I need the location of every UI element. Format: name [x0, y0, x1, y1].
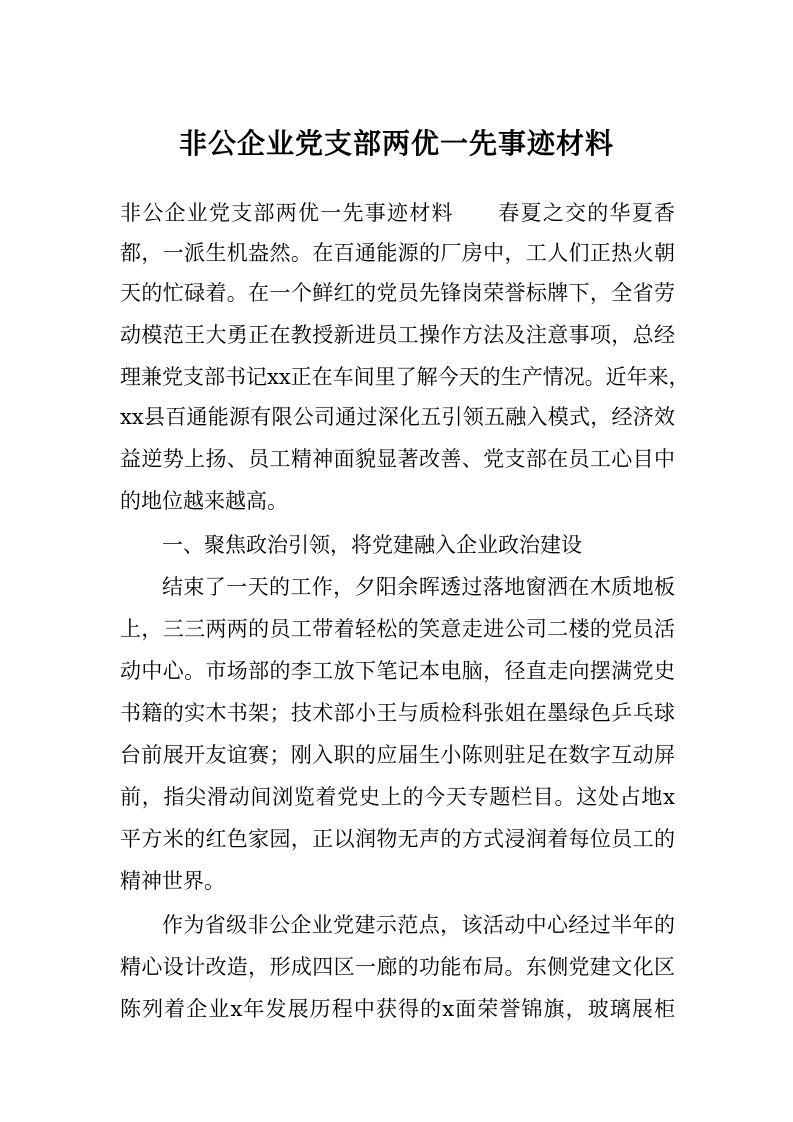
paragraph-line: 陈列着企业x年发展历程中获得的x面荣誉锦旗，玻璃展柜: [120, 997, 675, 1021]
paragraph-line: 动中心。市场部的李工放下笔记本电脑，径直走向摆满党史: [120, 659, 675, 683]
paragraph-line: 动模范王大勇正在教授新进员工操作方法及注意事项，总经: [120, 323, 675, 347]
paragraph-line: 上，三三两两的员工带着轻松的笑意走进公司二楼的党员活: [120, 617, 675, 641]
paragraph-line: 书籍的实木书架；技术部小王与质检科张姐在墨绿色乒乓球: [120, 701, 675, 725]
section-heading: 一、聚焦政治引领，将党建融入企业政治建设: [162, 533, 582, 557]
paragraph-line: 作为省级非公企业党建示范点，该活动中心经过半年的: [162, 913, 675, 937]
paragraph-line: xx县百通能源有限公司通过深化五引领五融入模式，经济效: [120, 405, 675, 429]
paragraph-line: 精神世界。: [120, 869, 225, 893]
paragraph-line: 益逆势上扬、员工精神面貌显著改善、党支部在员工心目中: [120, 447, 675, 471]
paragraph-line: 结束了一天的工作，夕阳余晖透过落地窗洒在木质地板: [162, 575, 675, 599]
paragraph-line: 天的忙碌着。在一个鲜红的党员先锋岗荣誉标牌下，全省劳: [120, 281, 675, 305]
paragraph-line: 平方米的红色家园，正以润物无声的方式浸润着每位员工的: [120, 827, 675, 851]
paragraph-line: 台前展开友谊赛；刚入职的应届生小陈则驻足在数字互动屏: [120, 743, 675, 767]
paragraph-line: 前，指尖滑动间浏览着党史上的今天专题栏目。这处占地x: [120, 785, 675, 809]
paragraph-line: 的地位越来越高。: [120, 489, 288, 513]
paragraph-line: 非公企业党支部两优一先事迹材料 春夏之交的华夏香: [120, 201, 675, 225]
paragraph-line: 精心设计改造，形成四区一廊的功能布局。东侧党建文化区: [120, 955, 675, 979]
paragraph-line: 都，一派生机盎然。在百通能源的厂房中，工人们正热火朝: [120, 241, 675, 265]
paragraph-line: 理兼党支部书记xx正在车间里了解今天的生产情况。近年来，: [120, 365, 690, 389]
document-title: 非公企业党支部两优一先事迹材料: [178, 127, 614, 160]
